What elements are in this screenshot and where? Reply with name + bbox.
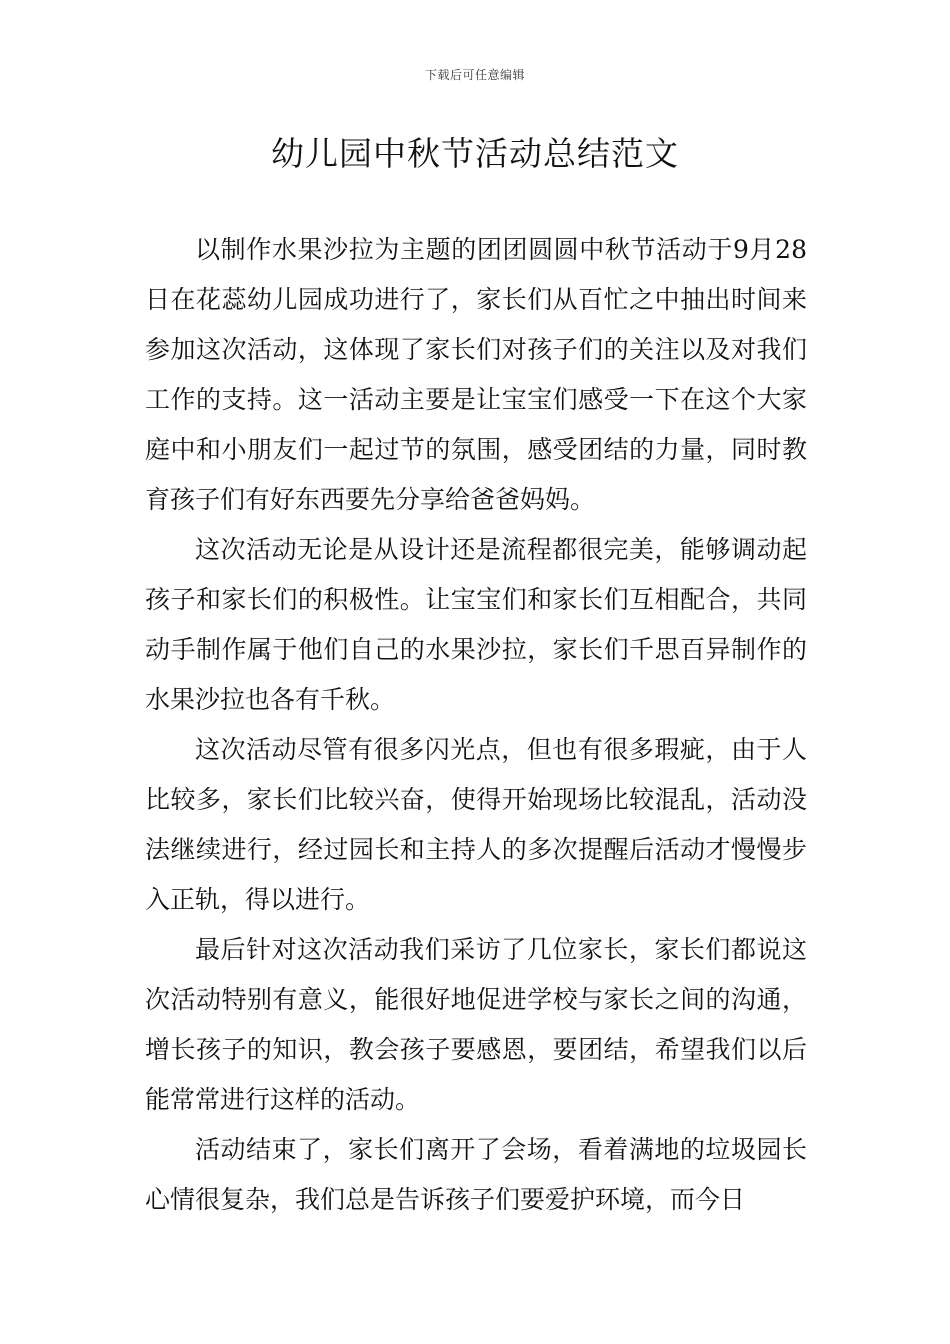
document-body: [145, 225, 807, 1225]
header-note: 下载后可任意编辑: [424, 68, 525, 82]
paragraph-1: 以制作水果沙拉为主题的团团圆圆中秋节活动于9月28日在花蕊幼儿园成功进行了，家长们从百忙之中抽出时间来参加这次活动，这体现了家长们对孩子们的关注以及对我们工作的支持。这一活动主要是让宝宝们感受一下在这个大家庭中和小朋友们一起过节的氛围，感受团结的力量，同时教育孩子们有好东西要先分享给爸爸妈妈。: [145, 235, 807, 514]
document-title: 幼儿园中秋节活动总结范文: [271, 134, 679, 173]
paragraph-3: 这次活动尽管有很多闪光点，但也有很多瑕疵，由于人比较多，家长们比较兴奋，使得开始现场比较混乱，活动没法继续进行，经过园长和主持人的多次提醒后活动才慢慢步入正轨，得以进行。: [145, 735, 807, 914]
paragraph-5: 活动结束了，家长们离开了会场，看着满地的垃圾园长心情很复杂，我们总是告诉孩子们要爱护环境，而今日: [145, 1135, 807, 1214]
paragraph-2: 这次活动无论是从设计还是流程都很完美，能够调动起孩子和家长们的积极性。让宝宝们和家长们互相配合，共同动手制作属于他们自己的水果沙拉，家长们千思百异制作的水果沙拉也各有千秋。: [145, 535, 807, 714]
paragraph-4: 最后针对这次活动我们采访了几位家长，家长们都说这次活动特别有意义，能很好地促进学校与家长之间的沟通，增长孩子的知识，教会孩子要感恩，要团结，希望我们以后能常常进行这样的活动。: [145, 935, 807, 1114]
